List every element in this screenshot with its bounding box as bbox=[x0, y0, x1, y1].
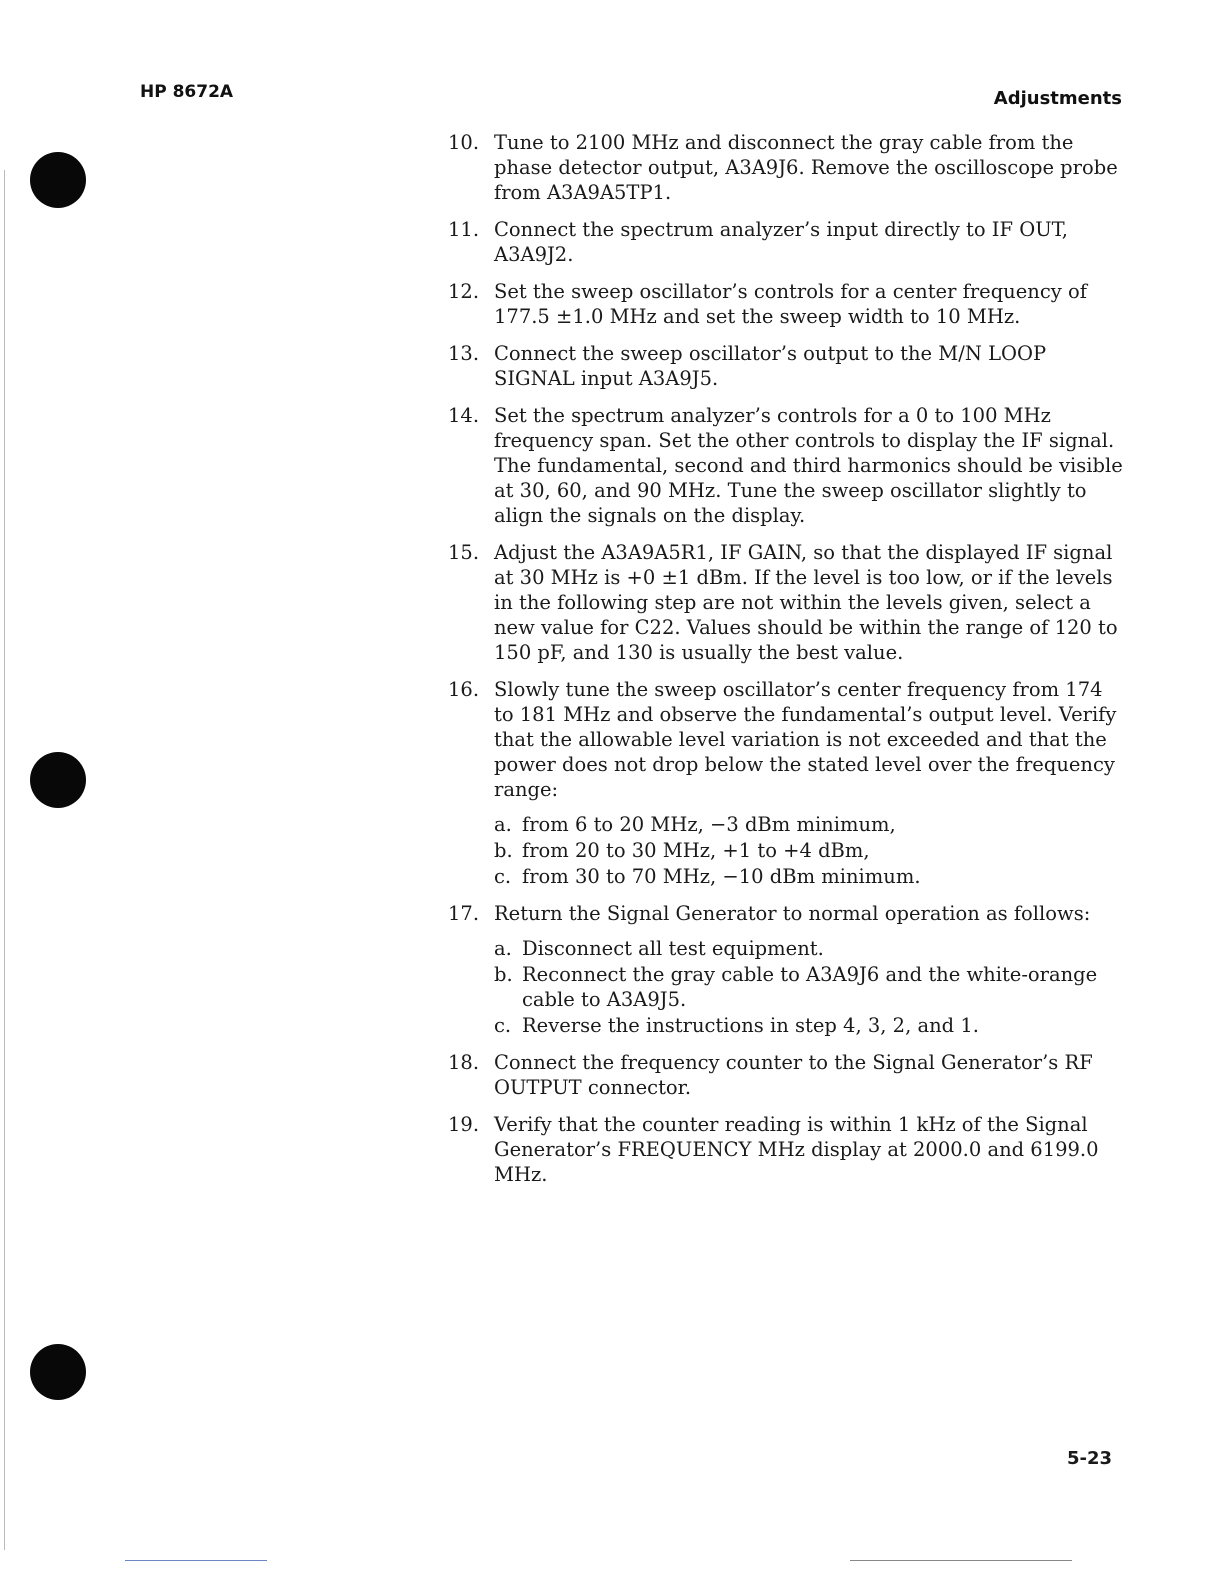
substep-letter: c. bbox=[494, 1014, 512, 1037]
step-text: Slowly tune the sweep oscillator’s center frequency from 174 to 181 MHz and observe the fundamental’s output level. Verify that the allowable level variation is not exceeded and that the power does not drop below the stated level over the frequency range: bbox=[494, 678, 1117, 801]
substep-list bbox=[494, 812, 1128, 889]
page-edge-line bbox=[4, 170, 5, 1550]
substep-text: Disconnect all test equipment. bbox=[522, 937, 824, 960]
step-text: Connect the spectrum analyzer’s input directly to IF OUT, A3A9J2. bbox=[494, 218, 1068, 266]
scan-artifact-line bbox=[850, 1560, 1072, 1561]
step-17 bbox=[448, 901, 1128, 1038]
step-text: Tune to 2100 MHz and disconnect the gray cable from the phase detector output, A3A9J6. Remove the oscilloscope probe from A3A9A5TP1. bbox=[494, 131, 1118, 204]
binder-hole-bottom bbox=[30, 1344, 86, 1400]
step-number: 19. bbox=[448, 1113, 480, 1136]
step-number: 14. bbox=[448, 404, 480, 427]
substep-list bbox=[494, 936, 1128, 1038]
step-16 bbox=[448, 677, 1128, 889]
substep bbox=[494, 962, 1128, 1012]
step-number: 11. bbox=[448, 218, 480, 241]
step-text: Connect the sweep oscillator’s output to the M/N LOOP SIGNAL input A3A9J5. bbox=[494, 342, 1047, 390]
step-13 bbox=[448, 341, 1128, 391]
step-number: 15. bbox=[448, 541, 480, 564]
step-12 bbox=[448, 279, 1128, 329]
step-18 bbox=[448, 1050, 1128, 1100]
substep bbox=[494, 936, 1128, 961]
substep-text: Reverse the instructions in step 4, 3, 2, and 1. bbox=[522, 1014, 979, 1037]
step-number: 17. bbox=[448, 902, 480, 925]
substep bbox=[494, 864, 1128, 889]
step-text: Adjust the A3A9A5R1, IF GAIN, so that the displayed IF signal at 30 MHz is +0 ±1 dBm. If the level is too low, or if the levels in the following step are not within the levels given, select a new value for C22. Values should be within the range of 120 to 150 pF, and 130 is usually the best value. bbox=[494, 541, 1118, 664]
step-number: 10. bbox=[448, 131, 480, 154]
substep bbox=[494, 838, 1128, 863]
step-15 bbox=[448, 540, 1128, 665]
substep-letter: a. bbox=[494, 813, 512, 836]
substep-text: Reconnect the gray cable to A3A9J6 and the white-orange cable to A3A9J5. bbox=[522, 963, 1098, 1011]
substep-letter: c. bbox=[494, 865, 512, 888]
substep-text: from 20 to 30 MHz, +1 to +4 dBm, bbox=[522, 839, 870, 862]
step-11 bbox=[448, 217, 1128, 267]
step-number: 18. bbox=[448, 1051, 480, 1074]
substep-text: from 30 to 70 MHz, −10 dBm minimum. bbox=[522, 865, 921, 888]
step-10 bbox=[448, 130, 1128, 205]
step-number: 13. bbox=[448, 342, 480, 365]
step-text: Connect the frequency counter to the Signal Generator’s RF OUTPUT connector. bbox=[494, 1051, 1093, 1099]
substep bbox=[494, 1013, 1128, 1038]
header-model: HP 8672A bbox=[140, 82, 234, 102]
header-section: Adjustments bbox=[993, 88, 1122, 109]
step-14 bbox=[448, 403, 1128, 528]
step-text: Verify that the counter reading is within 1 kHz of the Signal Generator’s FREQUENCY MHz display at 2000.0 and 6199.0 MHz. bbox=[494, 1113, 1099, 1186]
substep-letter: b. bbox=[494, 839, 513, 862]
substep-letter: a. bbox=[494, 937, 512, 960]
step-number: 16. bbox=[448, 678, 480, 701]
substep-letter: b. bbox=[494, 963, 513, 986]
step-number: 12. bbox=[448, 280, 480, 303]
substep-text: from 6 to 20 MHz, −3 dBm minimum, bbox=[522, 813, 896, 836]
step-text: Set the sweep oscillator’s controls for a center frequency of 177.5 ±1.0 MHz and set the sweep width to 10 MHz. bbox=[494, 280, 1087, 328]
procedure-steps bbox=[448, 130, 1128, 1199]
step-19 bbox=[448, 1112, 1128, 1187]
step-text: Set the spectrum analyzer’s controls for a 0 to 100 MHz frequency span. Set the other controls to display the IF signal. The fundamental, second and third harmonics should be visible at 30, 60, and 90 MHz. Tune the sweep oscillator slightly to align the signals on the display. bbox=[494, 404, 1123, 527]
binder-hole-top bbox=[30, 152, 86, 208]
scan-artifact-line bbox=[125, 1560, 267, 1561]
binder-hole-middle bbox=[30, 752, 86, 808]
step-text: Return the Signal Generator to normal operation as follows: bbox=[494, 902, 1091, 925]
page-number: 5-23 bbox=[1066, 1448, 1112, 1469]
substep bbox=[494, 812, 1128, 837]
